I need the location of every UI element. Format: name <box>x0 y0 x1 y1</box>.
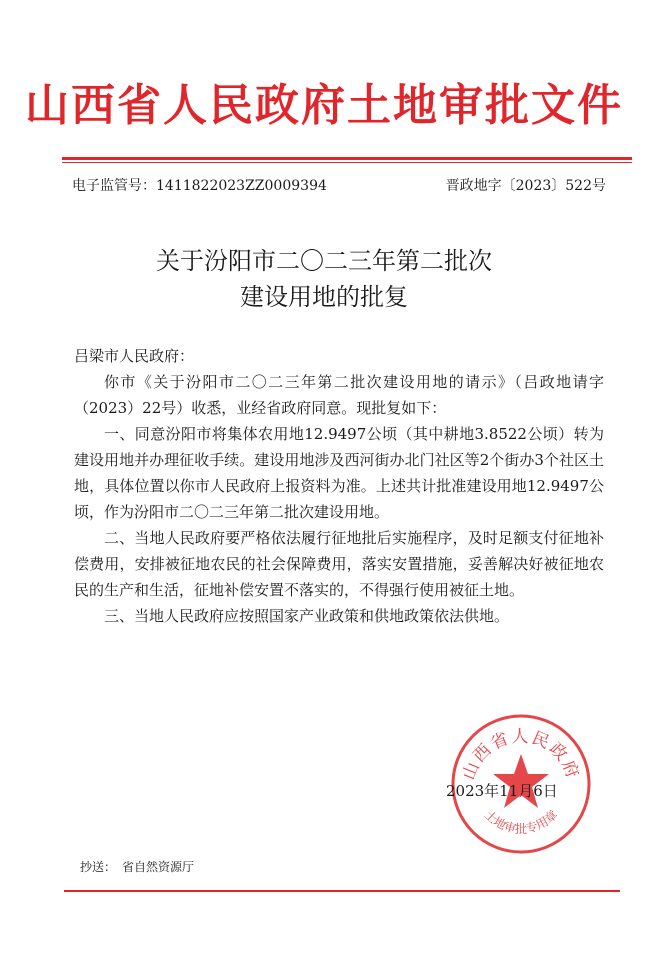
seal-top-text: 山西省人民政府 <box>458 727 584 783</box>
document-header-title: 山西省人民政府土地审批文件 <box>25 80 623 131</box>
header-red-rule-thin <box>62 162 632 163</box>
cc-line <box>80 858 194 876</box>
paragraph-1: 一、同意汾阳市将集体农用地12.9497公顷（其中耕地3.8522公顷）转为建设用地并办理征收手续。建设用地涉及西河街办北门社区等2个街办3个社区土地，具体位置以你市人民政府上报资料为准。上述共计批准建设用地12.9497公顷，作为汾阳市二〇二三年第二批次建设用地。 <box>74 425 604 521</box>
addressee: 吕梁市人民政府： <box>74 347 195 365</box>
document-date: 2023年11月6日 <box>446 782 558 800</box>
document-title-line-1: 关于汾阳市二〇二三年第二批次 <box>156 247 492 275</box>
document-body <box>74 343 604 629</box>
supervision-number: 电子监管号：1411822023ZZ0009394 <box>72 178 327 194</box>
seal-bottom-text: 土地审批专用章 <box>481 807 561 836</box>
paragraph-2: 二、当地人民政府要严格依法履行征地批后实施程序，及时足额支付征地补偿费用，安排被征地农民的社会保障费用，落实安置措施，妥善解决好被征地农民的生产和生活，征地补偿安置不落实的，不得强行使用被征土地。 <box>74 529 604 599</box>
paragraph-3: 三、当地人民政府应按照国家产业政策和供地政策依法供地。 <box>104 607 510 625</box>
cc-recipient: 省自然资源厅 <box>122 860 195 874</box>
footer-red-rule <box>64 890 620 892</box>
paragraph-intro: 你市《关于汾阳市二〇二三年第二批次建设用地的请示》（吕政地请字（2023）22号）收悉，业经省政府同意。现批复如下： <box>74 373 604 417</box>
document-meta-row <box>72 176 606 196</box>
document-title-line-2: 建设用地的批复 <box>240 283 408 311</box>
header-red-rule-thick <box>62 157 632 160</box>
cc-label: 抄送： <box>80 860 117 874</box>
document-number: 晋政地字〔2023〕522号 <box>445 178 606 194</box>
